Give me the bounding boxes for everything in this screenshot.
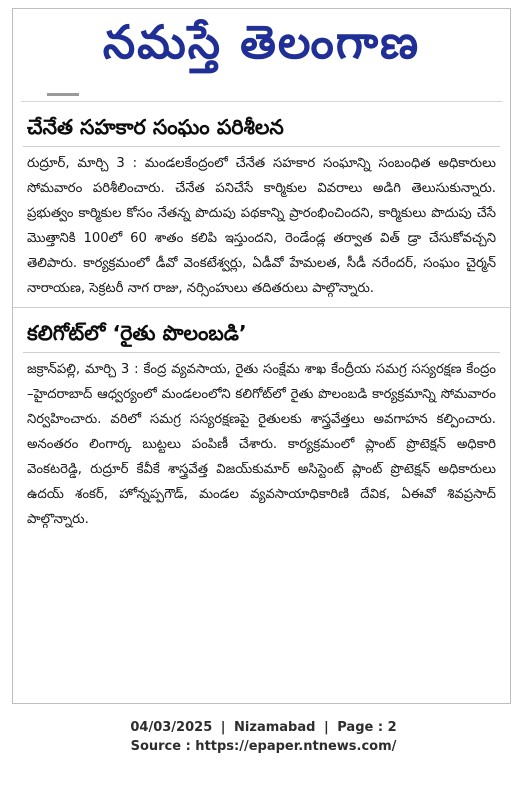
footer-meta-line — [0, 718, 527, 737]
footer-edition: Nizamabad — [234, 720, 316, 735]
article-headline: కలిగోట్‌లో ‘రైతు పొలంబడి’ — [27, 321, 247, 345]
clipping-top-strip — [21, 87, 502, 102]
article-farmer-field-school — [13, 308, 510, 532]
masthead — [13, 9, 510, 87]
footer-page: Page : 2 — [337, 720, 397, 735]
newspaper-clipping — [12, 8, 511, 704]
article-body: జక్రాన్‌పల్లి, మార్చి 3 : కేంద్ర వ్యవసాయ, రైతు సంక్షేమ శాఖ కేంద్రీయ సమగ్ర సస్యరక్షణ కేంద్రం –హైదరాబాద్ ఆధ్వర్యంలో మండలంలోని కలిగోట్‌లో రైతు పొలంబడి కార్యక్రమాన్ని సోమవారం నిర్వహించారు. వరిలో సమగ్ర సస్యరక్షణపై రైతులకు శాస్త్రవేత్తలు అవగాహన కల్పించారు. అనంతరం లింగార్క బుట్టలు పంపిణీ చేశారు. కార్యక్రమంలో ప్లాంట్ ప్రొటెక్షన్ అధికారి వెంకటరెడ్డి, రుద్రూర్ కేవీకే శాస్త్రవేత్త విజయ్‌కుమార్ అసిస్టెంట్ ప్లాంట్ ప్రొటెక్షన్ అధికారులు ఉదయ్ శంకర్, హోన్నప్పగౌడ్, మండల వ్యవసాయాధికారిణి దేవిక, ఏఈవో శివప్రసాద్ పాల్గొన్నారు. — [27, 362, 496, 527]
headline-rule — [23, 146, 500, 147]
article-headline: చేనేత సహకార సంఘం పరిశీలన — [27, 115, 284, 139]
article-body: రుద్రూర్, మార్చి 3 : మండలకేంద్రంలో చేనేత సహకార సంఘాన్ని సంబంధిత అధికారులు సోమవారం పరిశీలించారు. చేనేత పనిచేసే కార్మికుల వివరాలు అడిగి తెలుసుకున్నారు. ప్రభుత్వం కార్మికుల కోసం నేతన్న పొదుపు పథకాన్ని ప్రారంభించిందని, కార్మికులు పొదుపు చేసే మొత్తానికి 100లో 60 శాతం కలిపి ఇస్తుందని, రెండేండ్ల తర్వాత విత్ డ్రా చేసుకోవచ్చని తెలిపారు. కార్యక్రమంలో డీవో వెంకటేశ్వర్లు, ఏడీవో హేమలత, సీడీ నరేందర్, సంఘం చైర్మన్ నారాయణ, సెక్రటరీ నాగ రాజు, నర్సింహులు తదితరులు పాల్గొన్నారు. — [27, 156, 496, 296]
footer-date: 04/03/2025 — [130, 720, 213, 735]
article-handloom — [13, 102, 510, 301]
headline-rule — [23, 352, 500, 353]
newspaper-logo: నమస్తే తెలంగాణ — [102, 15, 421, 69]
footer-separator: | — [323, 720, 329, 735]
clipping-footer — [0, 718, 527, 756]
footer-separator: | — [220, 720, 226, 735]
footer-source: Source : https://epaper.ntnews.com/ — [130, 739, 397, 754]
